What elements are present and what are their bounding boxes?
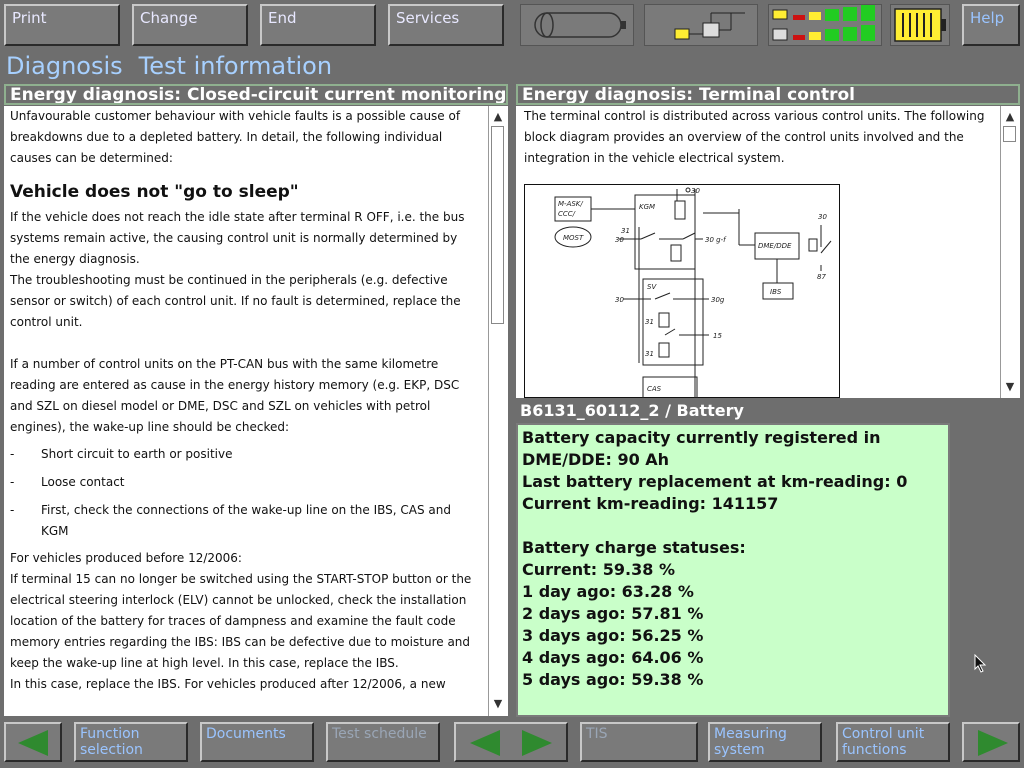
scroll-down-icon[interactable]: ▼ bbox=[493, 697, 503, 710]
paragraph: If the vehicle does not reach the idle state after terminal R OFF, i.e. the bus systems remain active, the causing control unit is normally determined by the energy diagnosis. bbox=[10, 210, 465, 266]
diagram-label: 15 bbox=[713, 332, 722, 340]
help-button[interactable]: Help bbox=[962, 4, 1020, 46]
print-button[interactable]: Print bbox=[4, 4, 120, 46]
paragraph: If a number of control units on the PT-CAN bus with the same kilometre reading are entered as cause in the energy history memory (e.g. EKP, DSC and SZL on diesel model or DME, DSC and SZL on vehicles with petrol engines), the wake-up line should be checked: bbox=[10, 357, 460, 434]
diagram-label: 87 bbox=[817, 273, 826, 281]
info-line: 2 days ago: 57.81 % bbox=[522, 604, 704, 623]
back-button[interactable] bbox=[4, 722, 62, 762]
paragraph: If terminal 15 can no longer be switched using the START-STOP button or the electrical steering interlock (ELV) cannot be unlocked, check the installation location of the battery for traces of dampness and examine the fault code memory entries regarding the IBS: IBS can be defective due to moisture and keep the wake-up line at high level. In this case, replace the IBS. bbox=[10, 572, 472, 670]
info-line: Last battery replacement at km-reading: 0 bbox=[522, 472, 908, 491]
services-button[interactable]: Services bbox=[388, 4, 504, 46]
block-diagram bbox=[524, 184, 840, 398]
page-title bbox=[6, 52, 348, 80]
info-line: Battery capacity currently registered in bbox=[522, 428, 881, 447]
network-status-icon bbox=[644, 4, 758, 46]
right-text-panel[interactable] bbox=[516, 106, 1020, 398]
diagram-label: 30 bbox=[615, 236, 624, 244]
info-line: Current: 59.38 % bbox=[522, 560, 675, 579]
scroll-up-icon[interactable]: ▲ bbox=[1005, 110, 1015, 123]
test-information-title: Test information bbox=[138, 52, 333, 80]
list-item: - Loose contact bbox=[10, 475, 125, 489]
arrow-left-icon bbox=[18, 730, 48, 756]
signal-strength-icon bbox=[768, 4, 882, 46]
diagram-label: DME/DDE bbox=[758, 242, 792, 250]
section-heading: Vehicle does not "go to sleep" bbox=[10, 182, 299, 202]
mouse-cursor-icon bbox=[974, 654, 988, 674]
function-selection-button[interactable]: Function selection bbox=[74, 722, 188, 762]
diagram-label: SV bbox=[647, 283, 657, 291]
control-unit-functions-button[interactable]: Control unit functions bbox=[836, 722, 950, 762]
right-scrollbar[interactable] bbox=[1000, 106, 1020, 398]
right-panel-title: Energy diagnosis: Terminal control bbox=[516, 84, 1020, 105]
end-button[interactable]: End bbox=[260, 4, 376, 46]
scroll-up-icon[interactable]: ▲ bbox=[493, 110, 503, 123]
battery-info-box bbox=[516, 423, 950, 717]
info-line: 5 days ago: 59.38 % bbox=[522, 670, 704, 689]
arrow-left-icon[interactable] bbox=[470, 730, 500, 756]
block-diagram-svg bbox=[525, 185, 841, 398]
intro-text: Unfavourable customer behaviour with vehicle faults is a possible cause of breakdowns due to a depleted battery. In detail, the following individual causes can be determined: bbox=[10, 109, 461, 165]
arrow-right-icon bbox=[978, 730, 1008, 756]
left-panel-title: Energy diagnosis: Closed-circuit current monitoring bbox=[4, 84, 508, 105]
diagram-label: 30 bbox=[691, 187, 700, 195]
tis-button[interactable]: TIS bbox=[580, 722, 698, 762]
paragraph: The troubleshooting must be continued in the peripherals (e.g. defective sensor or switch) of each control unit. If no fault is determined, replace the control unit. bbox=[10, 273, 461, 329]
info-line: Battery charge statuses: bbox=[522, 538, 746, 557]
info-line: DME/DDE: 90 Ah bbox=[522, 450, 670, 469]
info-line: 4 days ago: 64.06 % bbox=[522, 648, 704, 667]
left-scrollbar[interactable] bbox=[488, 106, 508, 716]
battery-section-title: B6131_60112_2 / Battery bbox=[520, 401, 744, 420]
info-line bbox=[522, 515, 944, 537]
left-text-panel[interactable] bbox=[4, 106, 508, 716]
diagram-label: 30 bbox=[615, 296, 624, 304]
forward-button[interactable] bbox=[962, 722, 1020, 762]
diagram-label: 30g bbox=[711, 296, 725, 304]
diagram-label: M-ASK/ bbox=[558, 200, 583, 208]
diagram-label: 31 bbox=[645, 318, 654, 326]
list-item: - Short circuit to earth or positive bbox=[10, 447, 233, 461]
documents-button[interactable]: Documents bbox=[200, 722, 314, 762]
change-button[interactable]: Change bbox=[132, 4, 248, 46]
scroll-thumb[interactable] bbox=[1003, 126, 1016, 142]
paragraph: In this case, replace the IBS. For vehicles produced after 12/2006, a new bbox=[10, 677, 446, 691]
measuring-system-button[interactable]: Measuring system bbox=[708, 722, 822, 762]
diagram-label: CAS bbox=[647, 385, 662, 393]
cylinder-icon bbox=[520, 4, 634, 46]
diagram-label: 30 g-f bbox=[705, 236, 726, 244]
info-line: 1 day ago: 63.28 % bbox=[522, 582, 694, 601]
diagram-label: KGM bbox=[639, 203, 656, 211]
list-item: - First, check the connections of the wake-up line on the IBS, CAS and KGM bbox=[10, 503, 451, 538]
paragraph: For vehicles produced before 12/2006: bbox=[10, 551, 242, 565]
battery-level-icon bbox=[890, 4, 950, 46]
diagram-label: CCC/ bbox=[558, 210, 576, 218]
diagram-label: 31 bbox=[645, 350, 654, 358]
diagram-label: 31 bbox=[621, 227, 630, 235]
info-line: Current km-reading: 141157 bbox=[522, 494, 779, 513]
diagram-label: MOST bbox=[563, 234, 584, 242]
diagnosis-title: Diagnosis bbox=[6, 52, 123, 80]
info-line: 3 days ago: 56.25 % bbox=[522, 626, 704, 645]
diagram-label: 30 bbox=[818, 213, 827, 221]
scroll-thumb[interactable] bbox=[491, 126, 504, 324]
scroll-down-icon[interactable]: ▼ bbox=[1005, 380, 1015, 393]
page-nav-button[interactable] bbox=[454, 722, 568, 762]
test-schedule-button[interactable]: Test schedule bbox=[326, 722, 440, 762]
diagram-label: IBS bbox=[770, 288, 782, 296]
arrow-right-icon[interactable] bbox=[522, 730, 552, 756]
intro-text: The terminal control is distributed across various control units. The following block diagram provides an overview of the control units involved and the integration in the vehicle electrical system. bbox=[524, 109, 985, 165]
